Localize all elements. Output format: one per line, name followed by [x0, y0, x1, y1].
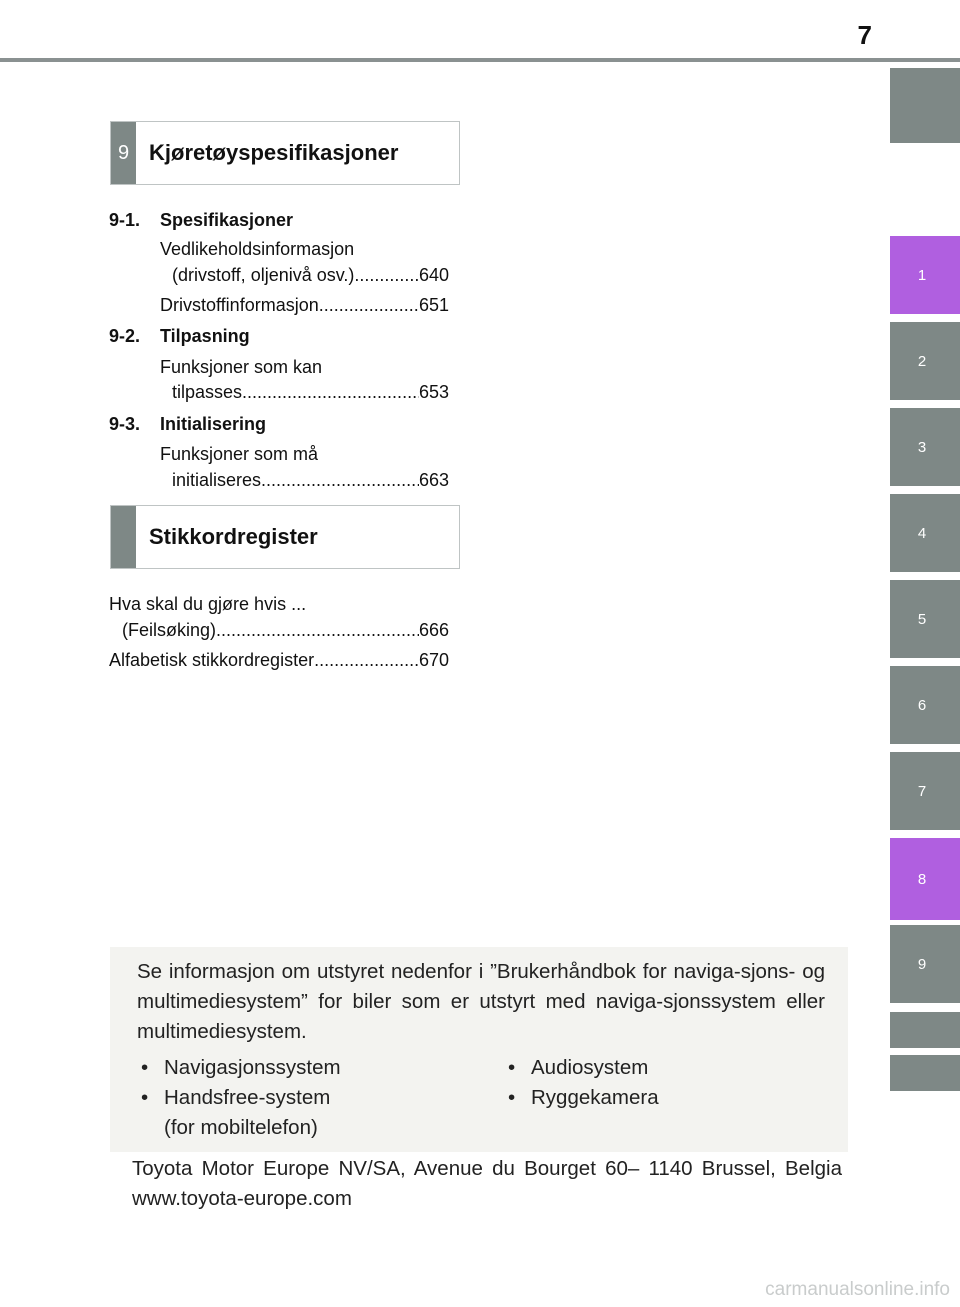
toc-entry-line1[interactable]: Funksjoner som kan	[160, 357, 323, 377]
toc-section-9	[109, 209, 461, 494]
section-title: Stikkordregister	[149, 524, 318, 549]
info-box	[110, 947, 848, 1152]
side-tab-5[interactable]: 5	[890, 580, 960, 658]
toc-entry-line1[interactable]: Funksjoner som må	[160, 444, 319, 464]
toc-entry-line2[interactable]	[172, 381, 449, 403]
watermark: carmanualsonline.info	[765, 1279, 950, 1300]
toc-entry-text: initialiseres	[172, 470, 262, 490]
page-ref: 651	[418, 295, 449, 315]
chapter-number: 9-2.	[109, 326, 141, 346]
page-number: 7	[857, 20, 872, 50]
chapter-title: Initialisering	[160, 414, 267, 434]
side-tab-blank-1[interactable]	[890, 1012, 960, 1048]
bullet-list-right	[508, 1053, 659, 1113]
dot-leader	[319, 294, 419, 316]
toc-entry-text: Drivstoffinformasjon	[160, 295, 319, 315]
section-title: Kjøretøyspesifikasjoner	[149, 140, 399, 165]
section-number-badge: 9	[111, 122, 136, 184]
side-tab-4[interactable]: 4	[890, 494, 960, 572]
chapter-title: Tilpasning	[160, 326, 250, 346]
toc-index	[109, 593, 461, 673]
toc-entry-text: (drivstoff, oljenivå osv.)	[172, 265, 355, 285]
toc-entry-line1[interactable]: Vedlikeholdsinformasjon	[160, 239, 355, 259]
dot-leader	[242, 381, 419, 403]
side-tab-blank-top[interactable]	[890, 68, 960, 143]
dot-leader	[354, 264, 419, 286]
info-paragraph: Se informasjon om utstyret nedenfor i ”Brukerhåndbok for naviga-sjons- og multimediesystem” for biler som er utstyrt med naviga-sjonssystem eller multimediesystem.	[137, 960, 825, 1043]
toc-entry-line2[interactable]	[122, 619, 449, 641]
toc-entry-line2[interactable]	[172, 264, 449, 286]
side-tab-2[interactable]: 2	[890, 322, 960, 400]
chapter-number: 9-1.	[109, 210, 141, 230]
side-tab-3[interactable]: 3	[890, 408, 960, 486]
side-tab-blank-2[interactable]	[890, 1055, 960, 1091]
toc-entry-line1[interactable]: Hva skal du gjøre hvis ...	[109, 594, 307, 614]
page-ref: 640	[418, 265, 449, 285]
bullet-item: • Ryggekamera	[508, 1083, 659, 1113]
side-tab-8[interactable]: 8	[890, 838, 960, 920]
page-ref: 663	[418, 470, 449, 490]
bullet-list-left	[141, 1053, 341, 1143]
side-tab-9[interactable]: 9	[890, 925, 960, 1003]
page-ref: 666	[418, 620, 449, 640]
section-number-badge	[111, 506, 136, 568]
toc-entry-text: tilpasses	[172, 382, 243, 402]
toc-entry[interactable]	[109, 649, 449, 671]
page-ref: 670	[418, 650, 449, 670]
top-rule	[0, 58, 960, 62]
bullet-item-continuation: (for mobiltelefon)	[164, 1116, 318, 1139]
side-tab-1[interactable]: 1	[890, 236, 960, 314]
dot-leader	[314, 649, 419, 671]
footer-address: Toyota Motor Europe NV/SA, Avenue du Bourget 60– 1140 Brussel, Belgia www.toyota-europe.com	[132, 1157, 842, 1210]
toc-entry-text: Alfabetisk stikkordregister	[109, 650, 315, 670]
toc-entry[interactable]	[160, 294, 449, 316]
bullet-item: • Audiosystem	[508, 1053, 659, 1083]
dot-leader	[216, 619, 419, 641]
bullet-item: • Handsfree-system	[141, 1083, 341, 1113]
section-heading-index	[110, 505, 460, 569]
side-tabs	[890, 0, 960, 1307]
side-tab-7[interactable]: 7	[890, 752, 960, 830]
chapter-number: 9-3.	[109, 414, 141, 434]
toc-entry-text: (Feilsøking)	[122, 620, 217, 640]
section-heading-9	[110, 121, 460, 185]
chapter-title: Spesifikasjoner	[160, 210, 294, 230]
page-ref: 653	[418, 382, 449, 402]
side-tab-6[interactable]: 6	[890, 666, 960, 744]
toc-entry-line2[interactable]	[172, 469, 449, 491]
bullet-item: • Navigasjonssystem	[141, 1053, 341, 1083]
dot-leader	[261, 469, 419, 491]
